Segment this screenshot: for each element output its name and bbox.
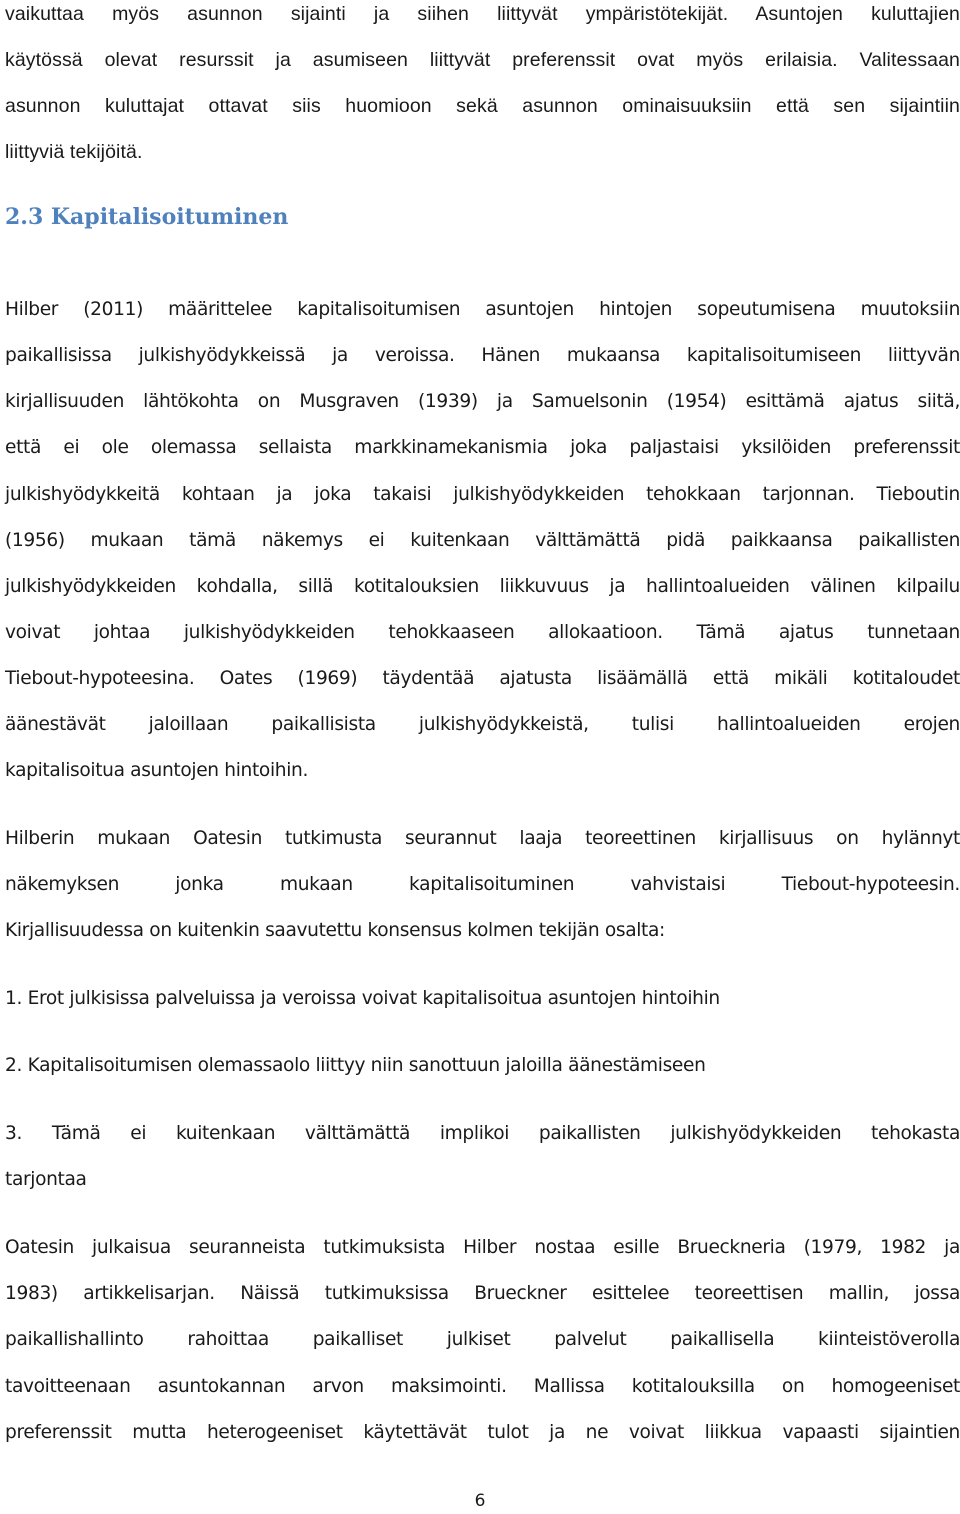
paragraph-line: Kirjallisuudessa on kuitenkin saavutettu konsensus kolmen tekijän osalta: (5, 920, 665, 941)
paragraph-line: Tiebout-hypoteesina. Oates (1969) täydentää ajatusta lisäämällä että mikäli kotitaloudet (5, 668, 960, 689)
paragraph-line: äänestävät jaloillaan paikallisista julkishyödykkeistä, tulisi hallintoalueiden erojen (5, 714, 960, 735)
paragraph-line: julkishyödykkeitä kohtaan ja joka takaisi julkishyödykkeiden tehokkaan tarjonnan. Tieboutin (5, 484, 960, 505)
paragraph-line: kapitalisoitua asuntojen hintoihin. (5, 760, 309, 781)
list-item-continuation: tarjontaa (5, 1169, 87, 1190)
paragraph-line: että ei ole olemassa sellaista markkinamekanismia joka paljastaisi yksilöiden preferenssit (5, 437, 960, 458)
intro-line: käytössä olevat resurssit ja asumiseen liittyvät preferenssit ovat myös erilaisia. Valitessaan (5, 49, 960, 71)
paragraph-line: Oatesin julkaisua seuranneista tutkimuksista Hilber nostaa esille Brueckneria (1979, 1982 ja (5, 1237, 960, 1258)
paragraph-line: tavoitteenaan asuntokannan arvon maksimointi. Mallissa kotitalouksilla on homogeeniset (5, 1376, 960, 1397)
intro-line: vaikuttaa myös asunnon sijainti ja siihen liittyvät ympäristötekijät. Asuntojen kuluttajien (5, 3, 960, 25)
list-item: 1. Erot julkisissa palveluissa ja veroissa voivat kapitalisoitua asuntojen hintoihin (5, 988, 720, 1009)
paragraph-line: näkemyksen jonka mukaan kapitalisoituminen vahvistaisi Tiebout-hypoteesin. (5, 874, 960, 895)
paragraph-line: Hilber (2011) määrittelee kapitalisoitumisen asuntojen hintojen sopeutumisena muutoksiin (5, 299, 960, 320)
paragraph-line: paikallisissa julkishyödykkeissä ja veroissa. Hänen mukaansa kapitalisoitumiseen liittyvän (5, 345, 960, 366)
intro-line: liittyviä tekijöitä. (5, 141, 143, 163)
paragraph-line: (1956) mukaan tämä näkemys ei kuitenkaan välttämättä pidä paikkaansa paikallisten (5, 530, 960, 551)
paragraph-line: 1983) artikkelisarjan. Näissä tutkimuksissa Brueckner esittelee teoreettisen mallin, jossa (5, 1283, 960, 1304)
paragraph-line: paikallishallinto rahoittaa paikalliset julkiset palvelut paikallisella kiinteistöverolla (5, 1329, 960, 1350)
intro-line: asunnon kuluttajat ottavat siis huomioon sekä asunnon ominaisuuksiin että sen sijaintiin (5, 95, 960, 117)
paragraph-line: preferenssit mutta heterogeeniset käytettävät tulot ja ne voivat liikkua vapaasti sijaintien (5, 1422, 960, 1443)
page-number: 6 (474, 1491, 486, 1511)
paragraph-line: voivat johtaa julkishyödykkeiden tehokkaaseen allokaatioon. Tämä ajatus tunnetaan (5, 622, 960, 643)
paragraph-line: Hilberin mukaan Oatesin tutkimusta seurannut laaja teoreettinen kirjallisuus on hylännyt (5, 828, 960, 849)
paragraph-line: kirjallisuuden lähtökohta on Musgraven (1939) ja Samuelsonin (1954) esittämä ajatus siitä, (5, 391, 960, 412)
section-heading: 2.3 Kapitalisoituminen (5, 204, 289, 230)
list-item: 2. Kapitalisoitumisen olemassaolo liittyy niin sanottuun jaloilla äänestämiseen (5, 1055, 706, 1076)
paragraph-line: julkishyödykkeiden kohdalla, sillä kotitalouksien liikkuvuus ja hallintoalueiden välinen kilpailu (5, 576, 960, 597)
list-item: 3. Tämä ei kuitenkaan välttämättä implikoi paikallisten julkishyödykkeiden tehokasta (5, 1123, 960, 1144)
